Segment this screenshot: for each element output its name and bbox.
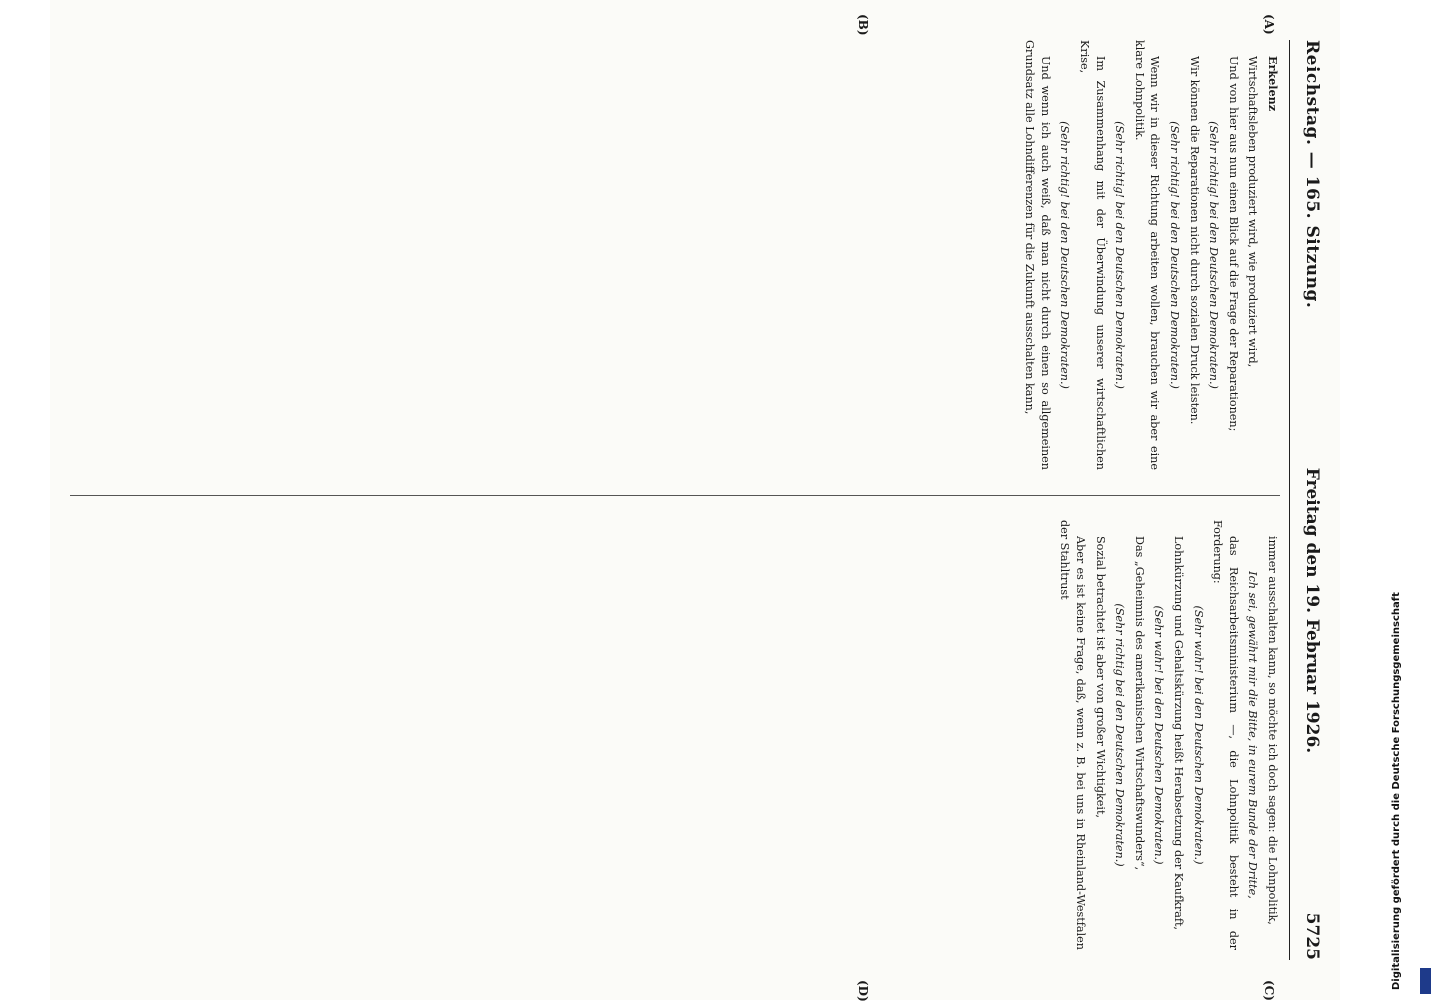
digitization-note bbox=[1343, 0, 1413, 1000]
margin-marker-d: (D) bbox=[856, 980, 870, 1002]
interjection: (Sehr richtig! bei den Deutschen Demokraten.) bbox=[1113, 121, 1127, 389]
margin-marker-a: (A) bbox=[1262, 14, 1276, 35]
paragraph: Sozial betrachtet ist aber von großer Wichtigkeit, bbox=[1093, 536, 1107, 819]
paragraph: Wenn wir in dieser Richtung arbeiten wollen, brauchen wir aber eine klare Lohnpolitik. bbox=[1132, 40, 1162, 470]
margin-marker-b: (B) bbox=[856, 14, 870, 36]
paragraph: Und von hier aus nun einen Blick auf die Frage der Reparationen; bbox=[1226, 56, 1240, 432]
margin-marker-c: (C) bbox=[1262, 980, 1276, 1001]
digitization-text: Digitalisierung gefördert durch die Deutsche Forschungsgemeinschaft bbox=[1391, 592, 1402, 990]
interjection: (Sehr wahr! bei den Deutschen Demokraten.) bbox=[1191, 605, 1205, 865]
speaker-name: Erkelenz bbox=[1266, 56, 1280, 112]
left-text-column bbox=[70, 40, 1280, 470]
header-rule bbox=[1289, 40, 1290, 960]
interjection: (Sehr richtig! bei den Deutschen Demokraten.) bbox=[1207, 121, 1221, 389]
document-page bbox=[50, 0, 1340, 1000]
page-number: 5725 bbox=[1302, 912, 1322, 960]
paragraph: Aber es ist keine Frage, daß, wenn z. B. bei uns in Rheinland-Westfalen der Stahltrust bbox=[1058, 520, 1088, 950]
paragraph: immer ausschalten kann, so möchte ich doch sagen: die Lohnpolitik, bbox=[1266, 536, 1279, 925]
running-title: Reichstag. — 165. Sitzung. bbox=[1302, 40, 1322, 309]
verse: Ich sei, gewährt mir die Bitte, in eurem Bunde der Dritte, bbox=[1246, 571, 1260, 899]
interjection: (Sehr richtig! bei den Deutschen Demokraten.) bbox=[1168, 121, 1182, 389]
right-text-column bbox=[70, 520, 1280, 950]
interjection: (Sehr richtig! bei den Deutschen Demokraten.) bbox=[1058, 121, 1072, 389]
paragraph: Im Zusammenhang mit der Überwindung unserer wirtschaftlichen Krise, bbox=[1078, 40, 1107, 470]
session-date: Freitag den 19. Februar 1926. bbox=[1302, 467, 1322, 754]
interjection: (Sehr richtig bei den Deutschen Demokraten.) bbox=[1113, 603, 1127, 867]
paragraph: Das „Geheimnis des amerikanischen Wirtschaftswunders“, bbox=[1132, 536, 1146, 871]
paragraph: Und wenn ich auch weiß, daß man nicht durch einen so allgemeinen Grundsatz alle Lohndifferenzen für die Zukunft ausschalten kann, bbox=[1023, 40, 1052, 470]
dfg-logo-icon bbox=[1420, 968, 1431, 994]
interjection: (Sehr wahr! bei den Deutschen Demokraten.) bbox=[1152, 605, 1166, 865]
paragraph: Lohnkürzung und Gehaltskürzung heißt Herabsetzung der Kaufkraft, bbox=[1172, 536, 1186, 931]
paragraph: Wirtschaftsleben produziert wird, wie produziert wird, bbox=[1246, 56, 1260, 368]
paragraph: Wir können die Reparationen nicht durch sozialen Druck leisten. bbox=[1187, 56, 1201, 425]
page-header bbox=[1292, 40, 1332, 960]
paragraph: das Reichsarbeitsministerium —, die Lohnpolitik besteht in der Forderung: bbox=[1211, 520, 1240, 950]
column-divider bbox=[70, 495, 1280, 496]
